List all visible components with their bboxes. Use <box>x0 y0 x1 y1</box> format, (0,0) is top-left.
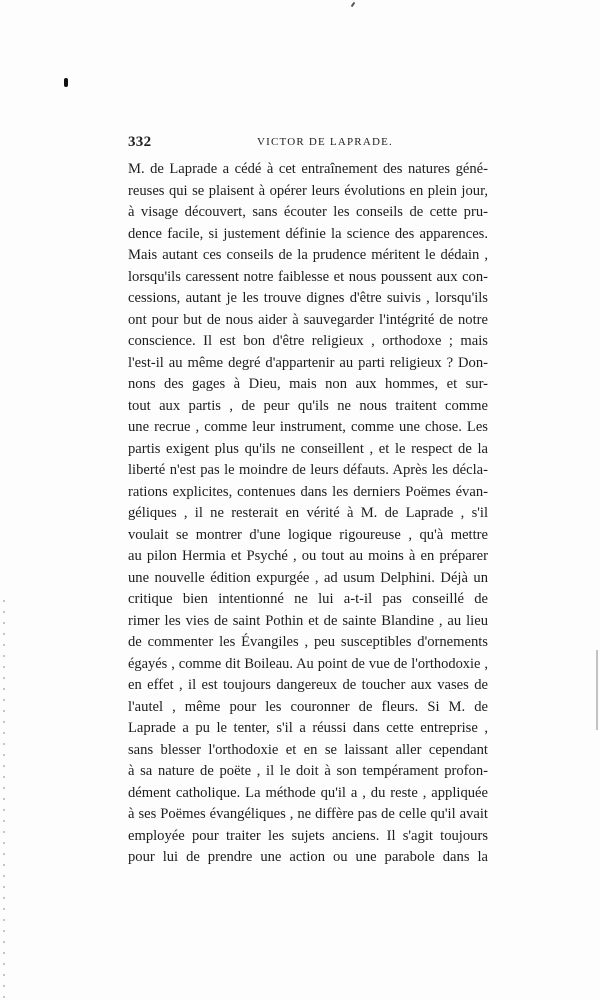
page-number: 332 <box>128 134 152 150</box>
text-line: rations explicites, contenues dans les derniers Poëmes évan- <box>128 483 488 500</box>
text-line: Laprade a pu le tenter, s'il a réussi dans cette entreprise , <box>128 720 488 736</box>
text-line: cessions, autant je les trouve dignes d'être suivis , lorsqu'ils <box>128 290 488 306</box>
text-line: pour lui de prendre une action ou une parabole dans la <box>128 849 488 865</box>
text-line: M. de Laprade a cédé à cet entraînement des natures géné- <box>128 161 488 177</box>
text-line: conscience. Il est bon d'être religieux , orthodoxe ; mais <box>128 333 488 349</box>
text-line: dément catholique. La méthode qu'il a , du reste , appliquée <box>128 784 488 801</box>
body-text <box>128 159 488 869</box>
text-line: à ses Poëmes évangéliques , ne diffère pas de celle qu'il avait <box>128 806 488 822</box>
text-line: une nouvelle édition expurgée , ad usum Delphini. Déjà un <box>128 569 488 586</box>
text-line: nons des gages à Dieu, mais non aux hommes, et sur- <box>128 376 488 392</box>
text-line: employée pour traiter les sujets anciens. Il s'agit toujours <box>128 827 488 844</box>
text-line: Mais autant ces conseils de la prudence méritent le dédain , <box>128 247 488 263</box>
text-line: en effet , il est toujours dangereux de toucher aux vases de <box>128 677 488 693</box>
text-line: liberté n'est pas le moindre de leurs défauts. Après les décla- <box>128 462 488 478</box>
text-line: rimer les vies de saint Pothin et de sainte Blandine , au lieu <box>128 612 488 629</box>
text-line: partis exigent plus qu'ils ne conseillent , et le respect de la <box>128 440 488 457</box>
text-line: à sa nature de poëte , il le doit à son tempérament profon- <box>128 763 488 779</box>
text-line: l'est-il au même degré d'appartenir au parti religieux ? Don- <box>128 354 488 371</box>
running-head: VICTOR DE LAPRADE. <box>257 136 393 148</box>
text-line: tout aux partis , de peur qu'ils ne nous traitent comme <box>128 397 488 414</box>
text-line: géliques , il ne resterait en vérité à M. de Laprade , s'il <box>128 505 488 521</box>
text-line: lorsqu'ils caressent notre faiblesse et nous poussent aux con- <box>128 268 488 285</box>
text-line: ont pour but de nous aider à sauvegarder l'intégrité de notre <box>128 311 488 328</box>
text-line: dence facile, si justement définie la science des apparences. <box>128 225 488 242</box>
page-header <box>128 134 488 154</box>
text-line: critique bien intentionné ne lui a-t-il pas conseillé de <box>128 591 488 607</box>
text-line: de commenter les Évangiles , peu susceptibles d'ornements <box>128 634 488 650</box>
top-edge-mark <box>351 2 356 7</box>
text-line: une recrue , comme leur instrument, comme une chose. Les <box>128 419 488 435</box>
ink-speck <box>64 78 68 87</box>
left-edge-marks <box>3 600 5 1000</box>
text-line: l'autel , même pour les couronner de fleurs. Si M. de <box>128 698 488 715</box>
text-line: égayés , comme dit Boileau. Au point de vue de l'orthodoxie , <box>128 655 488 672</box>
text-line: sans blesser l'orthodoxie et en se laissant aller cependant <box>128 741 488 758</box>
right-edge-mark <box>596 650 598 730</box>
text-line: voulait se montrer d'une logique rigoureuse , qu'à mettre <box>128 526 488 543</box>
text-line: à visage découvert, sans écouter les conseils de cette pru- <box>128 204 488 220</box>
text-line: reuses qui se plaisent à opérer leurs évolutions en plein jour, <box>128 182 488 199</box>
text-line: au pilon Hermia et Psyché , ou tout au moins à en préparer <box>128 548 488 564</box>
